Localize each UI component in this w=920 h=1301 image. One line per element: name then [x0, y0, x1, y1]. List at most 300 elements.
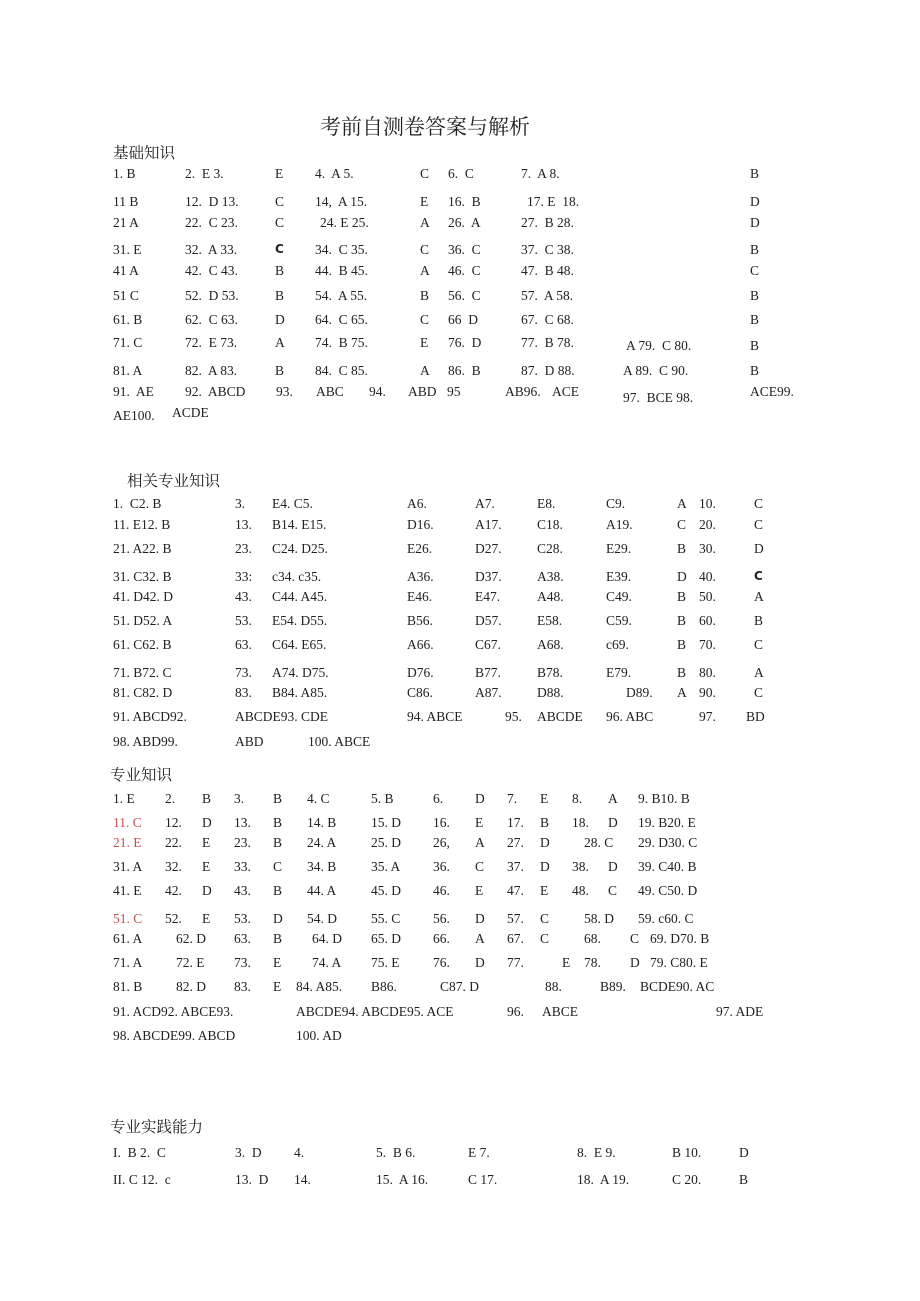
- answer-cell: E: [475, 883, 484, 898]
- answer-cell: 33.: [234, 859, 251, 874]
- answer-cell: A17.: [475, 517, 502, 532]
- answer-cell: B: [750, 288, 760, 303]
- answer-cell: 12.: [165, 815, 182, 830]
- answer-cell: 18.: [572, 815, 589, 830]
- answer-cell: D37.: [475, 569, 502, 584]
- answer-cell: 4.: [294, 1145, 305, 1160]
- answer-cell: 27. B 28.: [521, 215, 574, 230]
- answer-cell: 1. B: [113, 166, 136, 181]
- answer-cell: B: [750, 312, 760, 327]
- answer-cell: 1. C2. B: [113, 496, 162, 511]
- answer-cell: D: [540, 859, 550, 874]
- answer-cell: D: [202, 883, 212, 898]
- answer-cell: ACDE: [172, 405, 209, 420]
- answer-cell: D16.: [407, 517, 434, 532]
- answer-cell: C: [754, 517, 764, 532]
- answer-cell: 26,: [433, 835, 450, 850]
- answer-cell: C: [420, 242, 430, 257]
- answer-cell: 26. A: [448, 215, 481, 230]
- answer-cell: A: [420, 215, 430, 230]
- answer-cell: D: [475, 911, 485, 926]
- answer-cell: 25. D: [371, 835, 401, 850]
- answer-cell: C: [275, 215, 285, 230]
- answer-cell: 47. B 48.: [521, 263, 574, 278]
- answer-cell: 3.: [235, 496, 246, 511]
- answer-cell: D: [475, 791, 485, 806]
- answer-cell: A68.: [537, 637, 564, 652]
- answer-cell: 97. ADE: [716, 1004, 764, 1019]
- answer-cell: 80.: [699, 665, 716, 680]
- answer-cell: A48.: [537, 589, 564, 604]
- answer-cell: 15. D: [371, 815, 401, 830]
- answer-cell: A: [475, 835, 485, 850]
- answer-cell: A74. D75.: [272, 665, 329, 680]
- answer-cell: E79.: [606, 665, 632, 680]
- answer-cell: 68.: [584, 931, 601, 946]
- answer-cell: 51. D52. A: [113, 613, 173, 628]
- answer-cell: 67. C 68.: [521, 312, 574, 327]
- answer-cell: 8.: [572, 791, 583, 806]
- answer-cell: C: [608, 883, 618, 898]
- answer-cell: D: [475, 955, 485, 970]
- answer-cell: AB96.: [505, 384, 541, 399]
- answer-cell: 98. ABD99.: [113, 734, 178, 749]
- answer-cell: B: [750, 166, 760, 181]
- answer-cell: 74. B 75.: [315, 335, 368, 350]
- answer-cell: 81. C82. D: [113, 685, 173, 700]
- answer-cell: 84. A85.: [296, 979, 343, 994]
- answer-cell: 70.: [699, 637, 716, 652]
- answer-cell: 61. C62. B: [113, 637, 172, 652]
- answer-cell: C18.: [537, 517, 563, 532]
- answer-cell: 45. D: [371, 883, 401, 898]
- answer-cell: 58. D: [584, 911, 614, 926]
- answer-cell: 7.: [507, 791, 518, 806]
- answer-cell: 11 B: [113, 194, 139, 209]
- answer-cell: 94.: [369, 384, 386, 399]
- answer-cell: 46.: [433, 883, 450, 898]
- answer-cell: A7.: [475, 496, 495, 511]
- answer-cell: 14, A 15.: [315, 194, 368, 209]
- answer-cell: D: [540, 835, 550, 850]
- answer-cell: 11. E12. B: [113, 517, 171, 532]
- answer-cell: 15. A 16.: [376, 1172, 429, 1187]
- answer-cell: 71. B72. C: [113, 665, 172, 680]
- answer-cell: 17. E 18.: [527, 194, 580, 209]
- answer-cell: 92. ABCD: [185, 384, 246, 399]
- answer-cell: C24. D25.: [272, 541, 328, 556]
- answer-cell: C: [420, 166, 430, 181]
- answer-cell: 57. A 58.: [521, 288, 574, 303]
- answer-cell: ABD: [235, 734, 264, 749]
- answer-cell: D: [750, 215, 760, 230]
- answer-cell: 21. A22. B: [113, 541, 172, 556]
- answer-cell: ABCE: [542, 1004, 579, 1019]
- answer-cell: C: [475, 859, 485, 874]
- answer-cell: C59.: [606, 613, 632, 628]
- answer-cell: E: [540, 791, 549, 806]
- answer-cell: 96. ABC: [606, 709, 654, 724]
- answer-cell: B: [273, 815, 283, 830]
- answer-cell: B77.: [475, 665, 501, 680]
- answer-cell: A: [475, 931, 485, 946]
- answer-cell: 59. c60. C: [638, 911, 694, 926]
- answer-cell: B: [202, 791, 212, 806]
- answer-cell: E: [202, 911, 211, 926]
- answer-cell: 41. D42. D: [113, 589, 173, 604]
- answer-cell: 96.: [507, 1004, 524, 1019]
- answer-cell: ACE99.: [750, 384, 794, 399]
- answer-cell: 95.: [505, 709, 522, 724]
- answer-cell: 100. ABCE: [308, 734, 371, 749]
- answer-cell: 23.: [234, 835, 251, 850]
- answer-cell: 28. C: [584, 835, 614, 850]
- answer-cell: E: [420, 335, 429, 350]
- answer-cell: 24. A: [307, 835, 337, 850]
- answer-cell: 83.: [235, 685, 252, 700]
- answer-cell: 14.: [294, 1172, 311, 1187]
- answer-cell: 38.: [572, 859, 589, 874]
- answer-cell: 6. C: [448, 166, 474, 181]
- answer-cell: E 7.: [468, 1145, 490, 1160]
- answer-cell: 46. C: [448, 263, 481, 278]
- answer-cell: 42. C 43.: [185, 263, 238, 278]
- answer-cell: A6.: [407, 496, 427, 511]
- answer-cell: D89.: [626, 685, 653, 700]
- answer-cell: 90.: [699, 685, 716, 700]
- answer-cell: 9. B10. B: [638, 791, 690, 806]
- answer-cell: 20.: [699, 517, 716, 532]
- answer-cell: D88.: [537, 685, 564, 700]
- answer-cell: A: [754, 665, 764, 680]
- answer-cell: 32.: [165, 859, 182, 874]
- answer-cell: E: [202, 835, 211, 850]
- answer-cell: B14. E15.: [272, 517, 327, 532]
- answer-cell: D57.: [475, 613, 502, 628]
- answer-cell: A: [677, 496, 687, 511]
- answer-cell: C: [420, 312, 430, 327]
- answer-cell: 34. C 35.: [315, 242, 368, 257]
- answer-cell: A: [420, 263, 430, 278]
- answer-cell: 4. A 5.: [315, 166, 354, 181]
- answer-cell: D: [739, 1145, 749, 1160]
- answer-cell: 19. B20. E: [638, 815, 696, 830]
- answer-cell: 73.: [234, 955, 251, 970]
- answer-cell: 53.: [235, 613, 252, 628]
- answer-cell: 13.: [234, 815, 251, 830]
- answer-cell: 41 A: [113, 263, 139, 278]
- answer-cell: C: [750, 263, 760, 278]
- answer-cell: 63.: [234, 931, 251, 946]
- answer-cell: C67.: [475, 637, 501, 652]
- answer-cell: 48.: [572, 883, 589, 898]
- answer-cell: B: [677, 665, 687, 680]
- answer-cell: A 79. C 80.: [626, 338, 692, 353]
- answer-cell: 14. B: [307, 815, 337, 830]
- answer-cell: B56.: [407, 613, 433, 628]
- answer-cell: 39. C40. B: [638, 859, 697, 874]
- section-heading: 专业实践能力: [110, 1119, 204, 1136]
- answer-cell: 60.: [699, 613, 716, 628]
- answer-cell: 62. D: [176, 931, 206, 946]
- answer-cell: 12. D 13.: [185, 194, 239, 209]
- answer-cell: B: [273, 931, 283, 946]
- answer-cell: 50.: [699, 589, 716, 604]
- answer-cell: E: [273, 955, 282, 970]
- answer-cell: 8. E 9.: [577, 1145, 616, 1160]
- answer-cell: C: [540, 911, 550, 926]
- answer-cell: BD: [746, 709, 765, 724]
- answer-cell: D: [273, 911, 283, 926]
- answer-cell: 10.: [699, 496, 716, 511]
- answer-cell: C87. D: [440, 979, 480, 994]
- answer-cell: 51. C: [113, 911, 143, 926]
- answer-cell: C: [275, 242, 284, 256]
- answer-cell: 23.: [235, 541, 252, 556]
- answer-cell: 72. E 73.: [185, 335, 238, 350]
- answer-cell: B: [273, 883, 283, 898]
- answer-cell: 34. B: [307, 859, 337, 874]
- answer-cell: A: [677, 685, 687, 700]
- answer-cell: 31. E: [113, 242, 142, 257]
- answer-cell: 42.: [165, 883, 182, 898]
- answer-cell: C: [754, 685, 764, 700]
- answer-cell: E39.: [606, 569, 632, 584]
- answer-cell: 95: [447, 384, 461, 399]
- answer-cell: 77. B 78.: [521, 335, 574, 350]
- answer-cell: 82. D: [176, 979, 206, 994]
- answer-cell: B: [273, 835, 283, 850]
- answer-cell: A: [275, 335, 285, 350]
- answer-cell: B: [750, 242, 760, 257]
- answer-cell: 21. E: [113, 835, 142, 850]
- answer-cell: 2. E 3.: [185, 166, 224, 181]
- answer-cell: 22.: [165, 835, 182, 850]
- answer-cell: 62. C 63.: [185, 312, 238, 327]
- answer-cell: 84. C 85.: [315, 363, 368, 378]
- answer-cell: E: [475, 815, 484, 830]
- answer-cell: B: [275, 263, 285, 278]
- answer-cell: 13.: [235, 517, 252, 532]
- answer-cell: 57.: [507, 911, 524, 926]
- answer-cell: ABCDE93. CDE: [235, 709, 329, 724]
- answer-cell: A19.: [606, 517, 633, 532]
- answer-cell: 55. C: [371, 911, 401, 926]
- answer-cell: AE100.: [113, 408, 155, 423]
- answer-cell: C64. E65.: [272, 637, 327, 652]
- answer-cell: 82. A 83.: [185, 363, 238, 378]
- answer-cell: 31. C32. B: [113, 569, 172, 584]
- section-heading: 相关专业知识: [127, 473, 221, 490]
- answer-cell: 40.: [699, 569, 716, 584]
- answer-cell: D: [202, 815, 212, 830]
- answer-cell: 7. A 8.: [521, 166, 560, 181]
- answer-cell: 1. E: [113, 791, 135, 806]
- answer-cell: 5. B 6.: [376, 1145, 416, 1160]
- answer-cell: 41. E: [113, 883, 142, 898]
- answer-cell: B: [750, 363, 760, 378]
- answer-cell: 100. AD: [296, 1028, 342, 1043]
- answer-cell: 81. B: [113, 979, 143, 994]
- answer-cell: B: [275, 288, 285, 303]
- answer-cell: 98. ABCDE99. ABCD: [113, 1028, 236, 1043]
- answer-cell: C9.: [606, 496, 626, 511]
- answer-cell: 30.: [699, 541, 716, 556]
- answer-cell: 78.: [584, 955, 601, 970]
- answer-cell: 53.: [234, 911, 251, 926]
- answer-cell: C49.: [606, 589, 632, 604]
- answer-cell: 97.: [699, 709, 716, 724]
- answer-cell: 54. D: [307, 911, 337, 926]
- answer-cell: B: [739, 1172, 749, 1187]
- answer-cell: 3. D: [235, 1145, 262, 1160]
- answer-cell: E29.: [606, 541, 632, 556]
- answer-cell: 76. D: [448, 335, 482, 350]
- answer-cell: D: [677, 569, 687, 584]
- answer-cell: 31. A: [113, 859, 143, 874]
- answer-cell: E: [562, 955, 571, 970]
- answer-cell: A87.: [475, 685, 502, 700]
- answer-cell: B: [750, 338, 760, 353]
- answer-cell: 71. C: [113, 335, 143, 350]
- answer-cell: A38.: [537, 569, 564, 584]
- answer-cell: 66 D: [448, 312, 478, 327]
- section-heading: 专业知识: [110, 767, 173, 784]
- answer-cell: 69. D70. B: [650, 931, 710, 946]
- answer-cell: 37.: [507, 859, 524, 874]
- answer-cell: c34. c35.: [272, 569, 322, 584]
- answer-cell: 71. A: [113, 955, 143, 970]
- answer-cell: D27.: [475, 541, 502, 556]
- answer-cell: A: [608, 791, 618, 806]
- answer-cell: 44. A: [307, 883, 337, 898]
- answer-cell: C: [273, 859, 283, 874]
- answer-cell: 51 C: [113, 288, 139, 303]
- answer-cell: 93.: [276, 384, 293, 399]
- answer-cell: C28.: [537, 541, 563, 556]
- answer-cell: C 20.: [672, 1172, 702, 1187]
- answer-cell: B89.: [600, 979, 626, 994]
- answer-cell: ABCDE: [537, 709, 583, 724]
- answer-cell: 54. A 55.: [315, 288, 368, 303]
- answer-cell: 27.: [507, 835, 524, 850]
- answer-cell: 36.: [433, 859, 450, 874]
- answer-cell: 47.: [507, 883, 524, 898]
- answer-cell: 67.: [507, 931, 524, 946]
- answer-cell: E47.: [475, 589, 501, 604]
- answer-cell: 61. A: [113, 931, 143, 946]
- answer-cell: B78.: [537, 665, 563, 680]
- answer-cell: 37. C 38.: [521, 242, 574, 257]
- answer-cell: B: [540, 815, 550, 830]
- answer-cell: E54. D55.: [272, 613, 328, 628]
- answer-cell: C: [754, 637, 764, 652]
- answer-cell: D: [275, 312, 285, 327]
- answer-cell: 61. B: [113, 312, 143, 327]
- answer-cell: 73.: [235, 665, 252, 680]
- answer-cell: 13. D: [235, 1172, 269, 1187]
- answer-cell: A36.: [407, 569, 434, 584]
- answer-cell: 66.: [433, 931, 450, 946]
- answer-cell: 52. D 53.: [185, 288, 239, 303]
- answer-cell: C 17.: [468, 1172, 498, 1187]
- answer-cell: B 10.: [672, 1145, 702, 1160]
- answer-cell: 72. E: [176, 955, 205, 970]
- answer-cell: 4. C: [307, 791, 330, 806]
- answer-cell: 36. C: [448, 242, 481, 257]
- answer-cell: E: [540, 883, 549, 898]
- answer-cell: B84. A85.: [272, 685, 328, 700]
- answer-cell: 43.: [235, 589, 252, 604]
- answer-cell: C: [677, 517, 687, 532]
- answer-cell: ABC: [316, 384, 344, 399]
- answer-cell: 63.: [235, 637, 252, 652]
- answer-cell: D: [608, 815, 618, 830]
- answer-cell: 3.: [234, 791, 245, 806]
- answer-cell: B: [677, 541, 687, 556]
- answer-cell: 94. ABCE: [407, 709, 463, 724]
- answer-cell: B: [420, 288, 430, 303]
- answer-cell: 2.: [165, 791, 176, 806]
- answer-cell: 35. A: [371, 859, 401, 874]
- answer-cell: 6.: [433, 791, 444, 806]
- answer-cell: C: [754, 569, 763, 583]
- answer-cell: 29. D30. C: [638, 835, 698, 850]
- answer-cell: A 89. C 90.: [623, 363, 689, 378]
- answer-cell: 91. ABCD92.: [113, 709, 187, 724]
- answer-cell: D76.: [407, 665, 434, 680]
- answer-cell: 74. A: [312, 955, 342, 970]
- answer-cell: A: [754, 589, 764, 604]
- answer-cell: 32. A 33.: [185, 242, 238, 257]
- answer-cell: 65. D: [371, 931, 401, 946]
- answer-cell: E58.: [537, 613, 563, 628]
- answer-cell: 52.: [165, 911, 182, 926]
- answer-cell: 97. BCE 98.: [623, 390, 694, 405]
- answer-cell: 76.: [433, 955, 450, 970]
- answer-cell: 88.: [545, 979, 562, 994]
- answer-cell: B: [677, 637, 687, 652]
- answer-cell: ABCDE94. ABCDE95. ACE: [296, 1004, 454, 1019]
- answer-cell: 21 A: [113, 215, 139, 230]
- answer-cell: ABD: [408, 384, 437, 399]
- answer-cell: 64. C 65.: [315, 312, 368, 327]
- answer-cell: 56. C: [448, 288, 481, 303]
- answer-cell: A66.: [407, 637, 434, 652]
- answer-cell: 24. E 25.: [320, 215, 369, 230]
- answer-cell: II. C 12. c: [113, 1172, 171, 1187]
- answer-cell: E46.: [407, 589, 433, 604]
- answer-cell: 75. E: [371, 955, 400, 970]
- answer-cell: 44. B 45.: [315, 263, 368, 278]
- answer-cell: D: [754, 541, 764, 556]
- answer-cell: 17.: [507, 815, 524, 830]
- answer-cell: 56.: [433, 911, 450, 926]
- answer-cell: C86.: [407, 685, 433, 700]
- answer-cell: A: [420, 363, 430, 378]
- answer-cell: E: [275, 166, 284, 181]
- answer-cell: E8.: [537, 496, 556, 511]
- answer-cell: ACE: [552, 384, 579, 399]
- answer-cell: I. B 2. C: [113, 1145, 166, 1160]
- answer-cell: 87. D 88.: [521, 363, 575, 378]
- answer-cell: 16. B: [448, 194, 481, 209]
- answer-cell: BCDE90. AC: [640, 979, 715, 994]
- answer-cell: B: [677, 589, 687, 604]
- answer-cell: C: [754, 496, 764, 511]
- answer-cell: 49. C50. D: [638, 883, 698, 898]
- answer-cell: C44. A45.: [272, 589, 328, 604]
